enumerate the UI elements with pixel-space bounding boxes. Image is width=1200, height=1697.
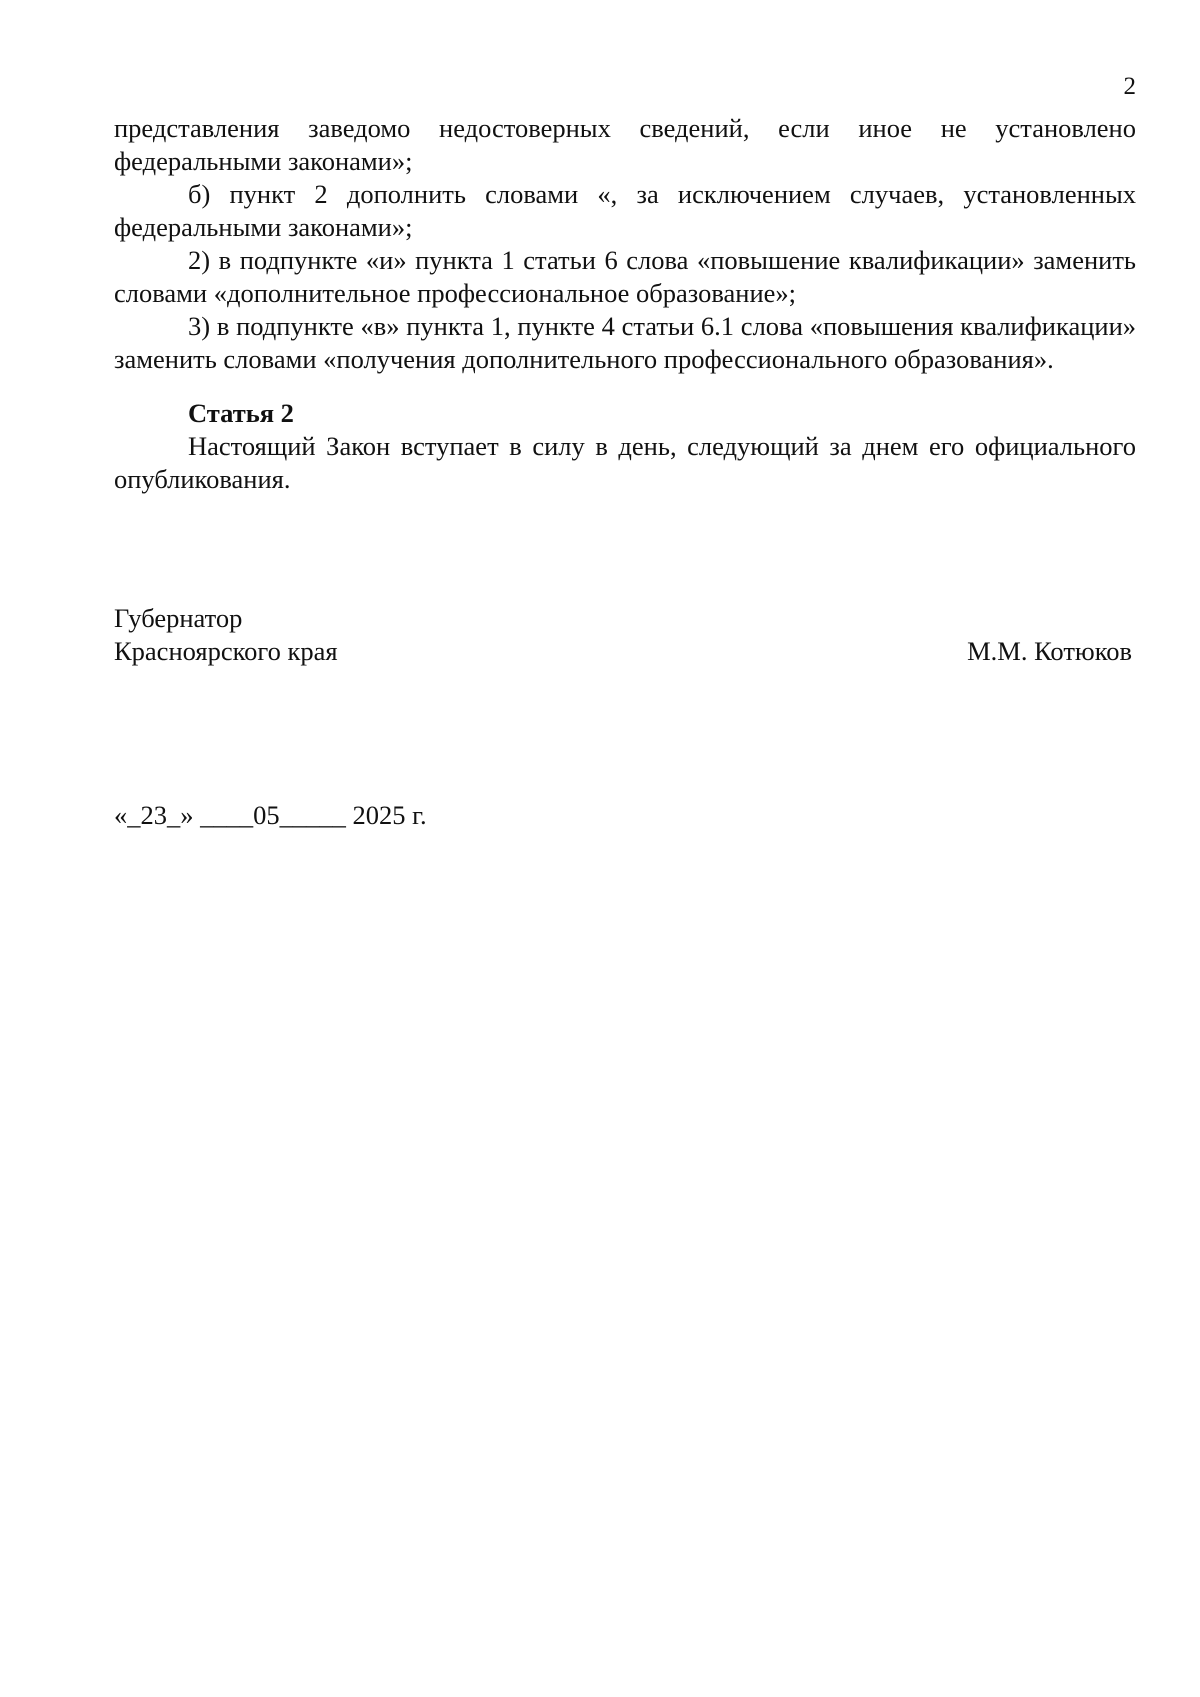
article-2-text: Настоящий Закон вступает в силу в день, следующий за днем его официального опубликования. [114,431,1136,494]
continuation-paragraph: представления заведомо недостоверных сведений, если иное не установлено федеральными законами»; [114,113,1136,176]
page-number: 2 [1123,73,1136,100]
signature-row [114,635,1136,668]
article-2-heading: Статья 2 [188,398,294,428]
amendment-item-b: б) пункт 2 дополнить словами «, за исключением случаев, установленных федеральными законами»; [114,179,1136,242]
signature-block [114,602,1136,668]
signatory-title-line1: Губернатор [114,603,243,633]
amendment-item-3: 3) в подпункте «в» пункта 1, пункте 4 статьи 6.1 слова «повышения квалификации» заменить словами «получения дополнительного профессионального образования». [114,311,1136,374]
signatory-name: М.М. Котюков [967,636,1132,666]
document-body [114,112,1136,496]
signing-date: «_23_» ____05_____ 2025 г. [114,800,427,830]
signatory-title-line2: Красноярского края [114,636,338,666]
amendment-item-2: 2) в подпункте «и» пункта 1 статьи 6 слова «повышение квалификации» заменить словами «дополнительное профессиональное образование»; [114,245,1136,308]
